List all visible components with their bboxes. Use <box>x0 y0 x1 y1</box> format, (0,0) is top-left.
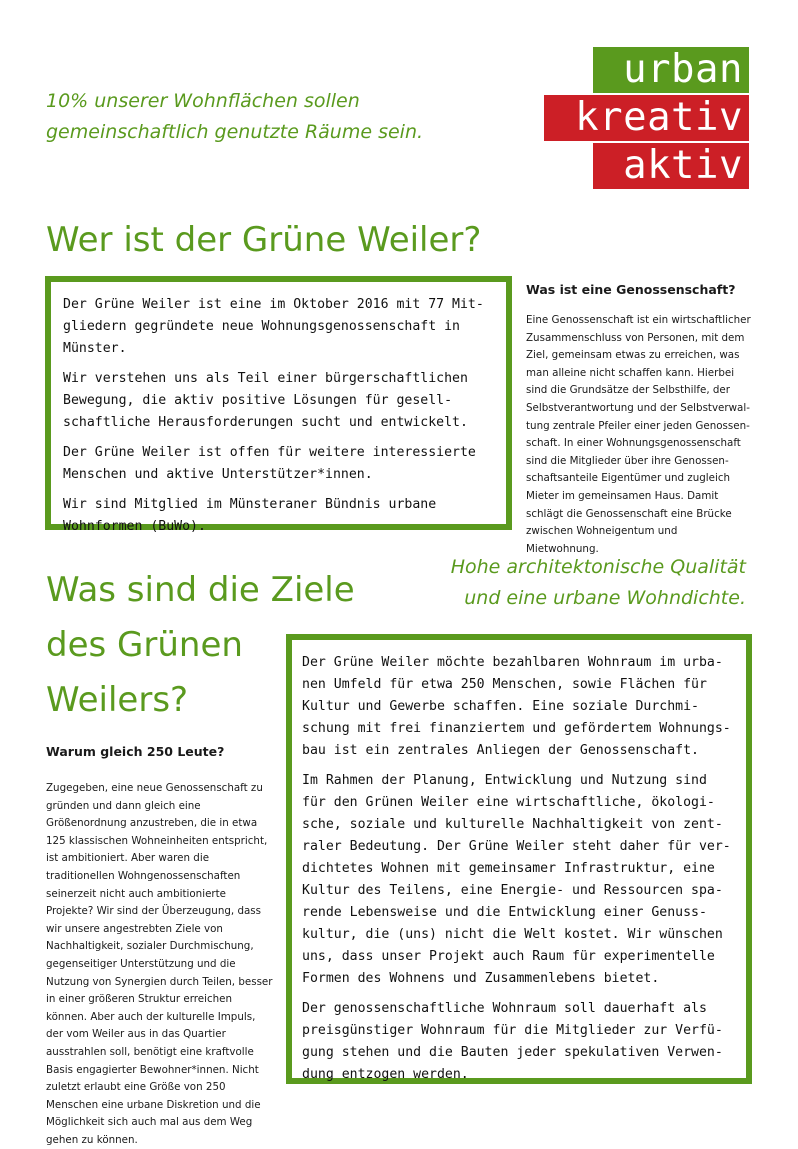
logo-word-aktiv: aktiv <box>593 143 749 189</box>
genossenschaft-sidebar-text: Eine Genossenschaft ist ein wirtschaftlicher Zusammenschluss von Personen, mit dem Ziel, gemeinsam etwas zu erreichen, was man alleine nicht schaffen kann. Hierbei sind die Grundsätze der Selbsthilfe, der Selbstverantwortung und der Selbstverwaltung zentrale Pfeiler einer jeden Genossenschaft. In einer Wohnungsgenossenschaft sind die Mitglieder über ihre Genossenschaftsanteile Eigentümer und zugleich Mieter im gemeinsamen Haus. Damit schlägt die Genossenschaft eine Brücke zwischen Wohneigentum und Mietwohnung. <box>526 314 751 555</box>
logo-word-urban: urban <box>593 47 749 93</box>
section2-paragraph: Der Grüne Weiler möchte bezahlbaren Wohnraum im urbanen Umfeld für etwa 250 Menschen, sowie Flächen für Kultur und Gewerbe schaffen. Eine soziale Durchmischung mit frei finanziertem und gefördertem Wohnungsbau ist ein zentrales Anliegen der Genossenschaft. <box>302 655 731 758</box>
section1-heading: Wer ist der Grüne Weiler? <box>46 220 482 260</box>
section2-heading: Was sind die Ziele des Grünen Weilers? <box>46 570 355 720</box>
section1-text-box <box>45 276 512 534</box>
genossenschaft-sidebar <box>526 282 752 558</box>
section2-text-box <box>286 634 752 1084</box>
pull-quote-top-line2: gemeinschaftlich genutzte Räume sein. <box>46 121 424 143</box>
section2-paragraph: Der genossenschaftliche Wohnraum soll dauerhaft als preisgünstiger Wohnraum für die Mitglieder zur Verfügung stehen und die Bauten jeder spekulativen Verwendung entzogen werden. <box>302 1001 723 1082</box>
section1-paragraph: Der Grüne Weiler ist offen für weitere interessierte Menschen und aktive Unterstützer*innen. <box>63 445 476 482</box>
section2-paragraph: Im Rahmen der Planung, Entwicklung und Nutzung sind für den Grünen Weiler eine wirtschaftliche, ökologische, soziale und kulturelle Nachhaltigkeit von zentraler Bedeutung. Der Grüne Weiler steht daher für verdichtetes Wohnen mit gemeinsamer Infrastruktur, eine Kultur des Teilens, eine Energie- und Ressourcen sparende Lebensweise und die Entwicklung einer Genusskultur, die (uns) nicht die Welt kostet. Wir wünschen uns, dass unser Projekt auch Raum für experimentelle Formen des Wohnens und Zusammenlebens bietet. <box>302 773 731 986</box>
section1-paragraph: Wir verstehen uns als Teil einer bürgerschaftlichen Bewegung, die aktiv positive Lösungen für gesellschaftliche Herausforderungen sucht und entwickelt. <box>63 371 468 430</box>
pull-quote-middle <box>451 552 746 614</box>
250-leute-sidebar <box>46 744 274 1149</box>
genossenschaft-sidebar-heading: Was ist eine Genossenschaft? <box>526 282 736 297</box>
section1-paragraph: Der Grüne Weiler ist eine im Oktober 2016 mit 77 Mitgliedern gegründete neue Wohnungsgenossenschaft in Münster. <box>63 297 484 356</box>
250-leute-sidebar-heading: Warum gleich 250 Leute? <box>46 744 225 759</box>
logo-word-kreativ: kreativ <box>544 95 749 141</box>
pull-quote-top-line1: 10% unserer Wohnflächen sollen <box>46 90 360 112</box>
pull-quote-top <box>46 86 423 148</box>
pull-quote-middle-line2: und eine urbane Wohndichte. <box>464 587 746 609</box>
section1-paragraph: Wir sind Mitglied im Münsteraner Bündnis urbane Wohnformen (BuWo). <box>63 497 437 534</box>
250-leute-sidebar-text: Zugegeben, eine neue Genossenschaft zu gründen und dann gleich eine Größenordnung anzustreben, die in etwa 125 klassischen Wohneinheiten entspricht, ist ambitioniert. Aber waren die traditionellen Wohngenossenschaften seinerzeit nicht auch ambitionierte Projekte? Wir sind der Überzeugung, dass wir unsere angestrebten Ziele von Nachhaltigkeit, sozialer Durchmischung, gegenseitiger Unterstützung und die Nutzung von Synergien durch Teilen, besser in einer größeren Struktur erreichen können. Aber auch der kulturelle Impuls, der vom Weiler aus in das Quartier ausstrahlen soll, benötigt eine kraftvolle Basis engagierter Bewohner*innen. Nicht zuletzt erlaubt eine Größe von 250 Menschen eine urbane Diskretion und die Möglichkeit sich auch mal aus dem Weg gehen zu können. <box>46 782 273 1146</box>
pull-quote-middle-line1: Hohe architektonische Qualität <box>450 556 746 578</box>
